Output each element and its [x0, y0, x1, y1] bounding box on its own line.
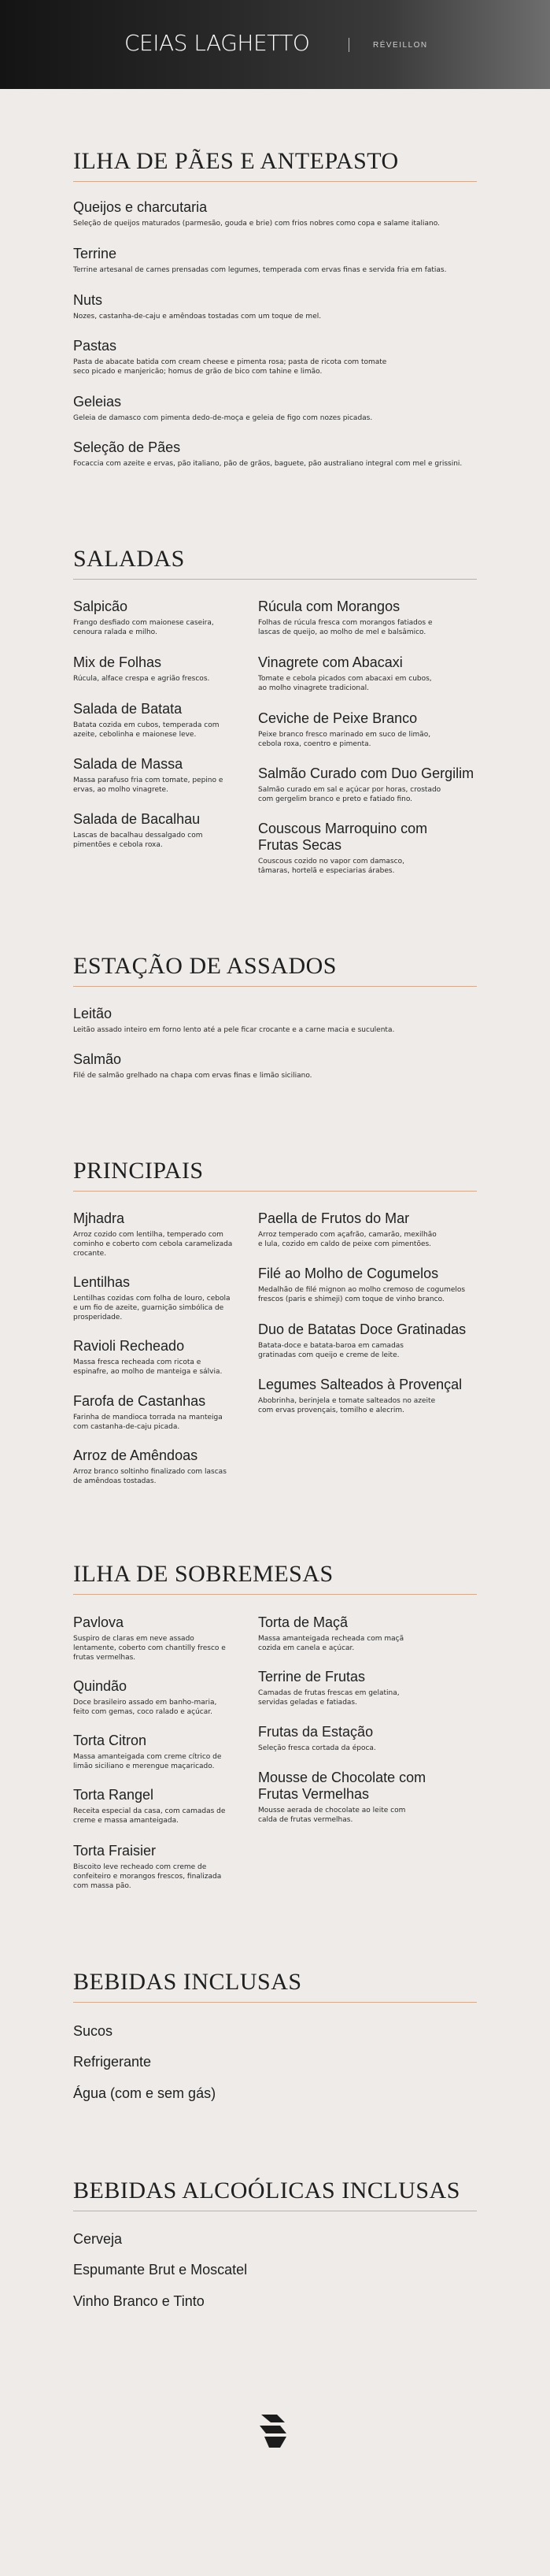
- item-name: Espumante Brut e Moscatel: [73, 2262, 248, 2278]
- item-name: Salmão: [73, 1051, 122, 1067]
- item-description: Peixe branco fresco marinado em suco de limão, cebola roxa, coentro e pimenta.: [258, 731, 431, 748]
- item-name: Queijos e charcutaria: [73, 199, 208, 215]
- drink-item: [73, 2293, 205, 2310]
- item-description: Massa amanteigada recheada com maçã cozida em canela e açúcar.: [258, 1635, 404, 1652]
- item-description: Massa fresca recheada com ricota e espinafre, ao molho de manteiga e sálvia.: [73, 1358, 223, 1376]
- section-title: ILHA DE SOBREMESAS: [73, 1561, 334, 1587]
- menu-item: [258, 1266, 477, 1304]
- item-name: Legumes Salteados à Provençal: [258, 1377, 463, 1392]
- menu-item: [73, 1210, 234, 1258]
- menu-item: [258, 599, 477, 637]
- section-paes-antepasto: [73, 148, 477, 182]
- item-name: Couscous Marroquino com Frutas Secas: [258, 821, 428, 853]
- menu-item: [258, 1321, 477, 1360]
- menu-item: [258, 821, 477, 876]
- menu-item: [73, 1447, 234, 1486]
- item-description: Leitão assado inteiro em forno lento até a pele ficar crocante e a carne macia e suculenta.: [73, 1026, 395, 1034]
- drink-item: [73, 2054, 151, 2070]
- section-title: SALADAS: [73, 546, 185, 572]
- item-description: Seleção de queijos maturados (parmesão, gouda e brie) com frios nobres como copa e salame italiano.: [73, 220, 440, 228]
- drink-item: [73, 2023, 113, 2040]
- item-name: Pastas: [73, 338, 117, 354]
- item-name: Água (com e sem gás): [73, 2085, 216, 2101]
- item-description: Farinha de mandioca torrada na manteiga com castanha-de-caju picada.: [73, 1414, 223, 1431]
- item-name: Nuts: [73, 292, 103, 308]
- menu-item: [73, 599, 234, 637]
- item-name: Terrine de Frutas: [258, 1669, 366, 1685]
- menu-item: [258, 654, 477, 693]
- section-title: BEBIDAS INCLUSAS: [73, 1969, 302, 1995]
- item-name: Cerveja: [73, 2231, 123, 2247]
- item-description: Salmão curado em sal e açúcar por horas, crostado com gergelim branco e preto e fatiado fino.: [258, 786, 441, 803]
- menu-item: [73, 439, 477, 469]
- menu-item: [73, 1393, 234, 1432]
- item-description: Lascas de bacalhau dessalgado com pimentões e cebola roxa.: [73, 832, 203, 849]
- item-description: Nozes, castanha-de-caju e amêndoas tostadas com um toque de mel.: [73, 313, 322, 321]
- item-name: Arroz de Amêndoas: [73, 1447, 198, 1463]
- section-title: ESTAÇÃO DE ASSADOS: [73, 953, 337, 979]
- section-divider: [73, 181, 477, 182]
- menu-item: [73, 1614, 234, 1662]
- menu-item: [258, 710, 477, 749]
- item-description: Batata-doce e batata-baroa em camadas gratinadas com queijo e creme de leite.: [258, 1342, 404, 1359]
- menu-item: [73, 199, 477, 228]
- item-name: Terrine: [73, 246, 117, 261]
- item-description: Arroz temperado com açafrão, camarão, mexilhão e lula, cozido em caldo de peixe com pimentões.: [258, 1231, 437, 1248]
- header-banner: [0, 0, 550, 89]
- drink-item: [73, 2262, 247, 2278]
- menu-item: [258, 765, 477, 804]
- item-description: Massa amanteigada com creme cítrico de limão siciliano e merengue maçaricado.: [73, 1753, 222, 1770]
- section-title: PRINCIPAIS: [73, 1158, 204, 1184]
- item-description: Filé de salmão grelhado na chapa com ervas finas e limão siciliano.: [73, 1072, 312, 1080]
- item-description: Geleia de damasco com pimenta dedo-de-moça e geleia de figo com nozes picadas.: [73, 414, 373, 422]
- menu-item: [73, 1733, 234, 1771]
- item-name: Salada de Massa: [73, 756, 183, 772]
- item-description: Terrine artesanal de carnes prensadas com legumes, temperada com ervas finas e servida fria em fatias.: [73, 266, 447, 274]
- item-description: Pasta de abacate batida com cream cheese e pimenta rosa; pasta de ricota com tomate seco picado e manjericão; homus de grão de bico com tahine e limão.: [73, 358, 387, 376]
- section-assados: [73, 953, 477, 987]
- section-title: ILHA DE PÃES E ANTEPASTO: [73, 148, 399, 174]
- item-name: Quindão: [73, 1678, 127, 1694]
- item-description: Seleção fresca cortada da época.: [258, 1744, 376, 1752]
- menu-item: [258, 1210, 477, 1249]
- item-description: Couscous cozido no vapor com damasco, tâmaras, hortelã e especiarias árabes.: [258, 858, 404, 875]
- item-name: Salmão Curado com Duo Gergilim: [258, 765, 474, 781]
- item-name: Pavlova: [73, 1614, 124, 1630]
- item-name: Mousse de Chocolate com Frutas Vermelhas: [258, 1770, 426, 1802]
- item-name: Salpicão: [73, 599, 128, 614]
- item-description: Medalhão de filé mignon ao molho cremoso de cogumelos frescos (paris e shimeji) com toque de vinho branco.: [258, 1286, 466, 1303]
- item-name: Refrigerante: [73, 2054, 152, 2070]
- item-description: Camadas de frutas frescas em gelatina, servidas geladas e fatiadas.: [258, 1689, 400, 1707]
- item-description: Frango desfiado com maionese caseira, cenoura ralada e milho.: [73, 619, 214, 636]
- section-divider: [73, 579, 477, 580]
- section-principais: [73, 1158, 477, 1192]
- drink-item: [73, 2231, 122, 2248]
- menu-item: [73, 811, 234, 850]
- item-name: Ravioli Recheado: [73, 1338, 185, 1354]
- item-description: Massa parafuso fria com tomate, pepino e ervas, ao molho vinagrete.: [73, 777, 223, 794]
- item-name: Salada de Batata: [73, 701, 183, 717]
- menu-item: [73, 756, 234, 795]
- item-name: Torta Fraisier: [73, 1843, 157, 1859]
- header-subtitle: RÉVEILLON: [373, 41, 428, 50]
- item-description: Receita especial da casa, com camadas de creme e massa amanteigada.: [73, 1807, 226, 1825]
- item-description: Folhas de rúcula fresca com morangos fatiados e lascas de queijo, ao molho de mel e balsâmico.: [258, 619, 433, 636]
- item-description: Biscoito leve recheado com creme de confeiteiro e morangos frescos, finalizada com massa pão.: [73, 1863, 222, 1890]
- section-bebidas: [73, 1969, 477, 2003]
- item-name: Vinho Branco e Tinto: [73, 2293, 205, 2309]
- item-description: Rúcula, alface crespa e agrião frescos.: [73, 675, 210, 683]
- menu-item: [258, 1377, 477, 1415]
- menu-item: [73, 338, 404, 376]
- section-sobremesas: [73, 1561, 477, 1595]
- menu-item: [258, 1614, 477, 1653]
- item-name: Farofa de Castanhas: [73, 1393, 206, 1409]
- item-name: Seleção de Pães: [73, 439, 181, 455]
- item-description: Focaccia com azeite e ervas, pão italiano, pão de grãos, baguete, pão australiano integral com mel e grissini.: [73, 460, 463, 468]
- section-saladas: [73, 546, 477, 580]
- item-name: Ceviche de Peixe Branco: [258, 710, 418, 726]
- menu-item: [73, 394, 477, 423]
- menu-item: [73, 1678, 234, 1717]
- menu-item: [73, 1051, 477, 1080]
- section-title: BEBIDAS ALCOÓLICAS INCLUSAS: [73, 2178, 460, 2203]
- item-description: Mousse aerada de chocolate ao leite com calda de frutas vermelhas.: [258, 1807, 406, 1824]
- item-name: Duo de Batatas Doce Gratinadas: [258, 1321, 467, 1337]
- menu-item: [73, 1006, 477, 1035]
- item-name: Sucos: [73, 2023, 113, 2039]
- item-name: Torta Rangel: [73, 1787, 154, 1803]
- item-name: Salada de Bacalhau: [73, 811, 201, 827]
- item-description: Tomate e cebola picados com abacaxi em cubos, ao molho vinagrete tradicional.: [258, 675, 432, 692]
- item-description: Arroz branco soltinho finalizado com lascas de amêndoas tostadas.: [73, 1468, 227, 1485]
- brand-title: CEIAS LAGHETTO: [124, 30, 310, 56]
- item-name: Filé ao Molho de Cogumelos: [258, 1266, 439, 1281]
- item-name: Lentilhas: [73, 1274, 131, 1290]
- item-name: Frutas da Estação: [258, 1724, 374, 1740]
- item-description: Lentilhas cozidas com folha de louro, cebola e um fio de azeite, guarnição simbólica de prosperidade.: [73, 1295, 231, 1321]
- item-name: Torta de Maçã: [258, 1614, 349, 1630]
- menu-item: [73, 1843, 234, 1891]
- item-description: Arroz cozido com lentilha, temperado com cominho e coberto com cebola caramelizada crocante.: [73, 1231, 233, 1258]
- drink-item: [73, 2085, 216, 2102]
- item-name: Vinagrete com Abacaxi: [258, 654, 403, 670]
- item-description: Batata cozida em cubos, temperada com azeite, cebolinha e maionese leve.: [73, 721, 220, 739]
- item-name: Rúcula com Morangos: [258, 599, 401, 614]
- brand-logo-icon: [253, 2411, 293, 2451]
- menu-item: [73, 654, 234, 684]
- menu-item: [73, 1274, 234, 1322]
- item-name: Torta Citron: [73, 1733, 147, 1748]
- menu-item: [258, 1724, 477, 1753]
- menu-item: [73, 1338, 234, 1377]
- item-description: Abobrinha, berinjela e tomate salteados no azeite com ervas provençais, tomilho e alecrim.: [258, 1397, 436, 1414]
- menu-item: [73, 292, 477, 321]
- section-divider: [73, 2002, 477, 2003]
- section-divider: [73, 986, 477, 987]
- menu-item: [258, 1669, 477, 1707]
- item-description: Doce brasileiro assado em banho-maria, feito com gemas, coco ralado e açúcar.: [73, 1699, 217, 1716]
- menu-item: [73, 701, 234, 739]
- section-divider: [73, 1191, 477, 1192]
- menu-item: [73, 246, 477, 275]
- item-name: Leitão: [73, 1006, 113, 1021]
- item-name: Geleias: [73, 394, 122, 410]
- menu-item: [258, 1770, 477, 1825]
- item-name: Paella de Frutos do Mar: [258, 1210, 410, 1226]
- menu-item: [73, 1787, 234, 1825]
- item-name: Mjhadra: [73, 1210, 125, 1226]
- section-bebidas-alcoolicas: [73, 2178, 477, 2211]
- item-name: Mix de Folhas: [73, 654, 162, 670]
- item-description: Suspiro de claras em neve assado lentamente, coberto com chantilly fresco e frutas vermelhas.: [73, 1635, 226, 1662]
- section-divider: [73, 1594, 477, 1595]
